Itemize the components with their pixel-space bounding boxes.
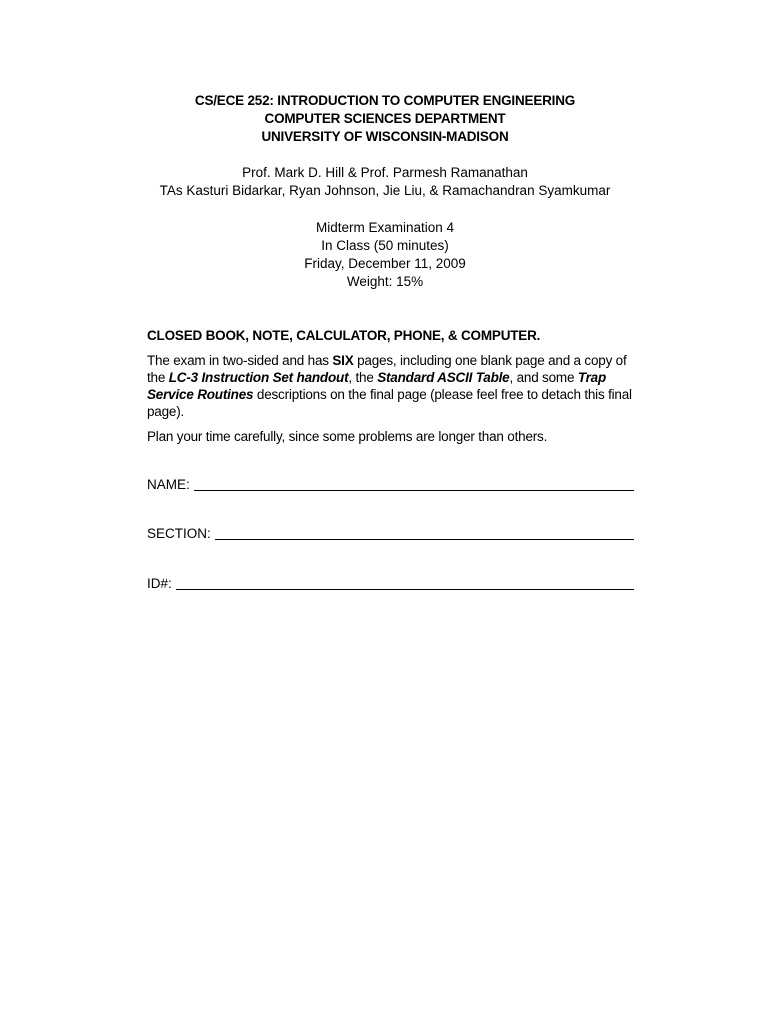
id-label: ID#:: [147, 576, 172, 591]
section-blank-line[interactable]: [215, 526, 634, 540]
exam-rules: CLOSED BOOK, NOTE, CALCULATOR, PHONE, & COMPUTER.: [147, 328, 541, 343]
exam-date: Friday, December 11, 2009: [304, 256, 466, 271]
section-field[interactable]: [147, 525, 634, 543]
instructions-text: descriptions on the final page (please feel free to detach this final page).: [147, 387, 632, 419]
page-count: SIX: [332, 353, 354, 368]
instructions-paragraph: [147, 352, 647, 420]
name-blank-line[interactable]: [194, 477, 634, 491]
id-field[interactable]: [147, 575, 634, 593]
exam-weight: Weight: 15%: [346, 274, 424, 289]
name-field[interactable]: [147, 476, 634, 494]
instructions-text: , and some: [509, 370, 578, 385]
instructions-text: , the: [348, 370, 378, 385]
time-advice: Plan your time carefully, since some problems are longer than others.: [147, 429, 548, 444]
university-name: UNIVERSITY OF WISCONSIN-MADISON: [261, 129, 509, 144]
instructions-text: pages, including one blank page and a copy of the: [147, 353, 627, 385]
exam-name: Midterm Examination 4: [315, 220, 455, 235]
course-staff: [0, 164, 770, 200]
instructions-text: The exam in two-sided and has: [147, 353, 333, 368]
department-name: COMPUTER SCIENCES DEPARTMENT: [264, 111, 506, 126]
tas-line: TAs Kasturi Bidarkar, Ryan Johnson, Jie Liu, & Ramachandran Syamkumar: [159, 183, 611, 198]
lc3-handout-reference: LC-3 Instruction Set handout: [168, 370, 349, 385]
professors-line: Prof. Mark D. Hill & Prof. Parmesh Ramanathan: [242, 165, 528, 180]
id-blank-line[interactable]: [176, 576, 634, 590]
name-label: NAME:: [147, 477, 190, 492]
section-label: SECTION:: [147, 526, 211, 541]
trap-routines-reference: Trap Service Routines: [147, 370, 607, 402]
course-title: CS/ECE 252: INTRODUCTION TO COMPUTER ENGINEERING: [194, 93, 576, 108]
exam-duration: In Class (50 minutes): [321, 238, 449, 253]
ascii-table-reference: Standard ASCII Table: [377, 370, 510, 385]
exam-info: [0, 219, 770, 291]
exam-header: [0, 92, 770, 146]
